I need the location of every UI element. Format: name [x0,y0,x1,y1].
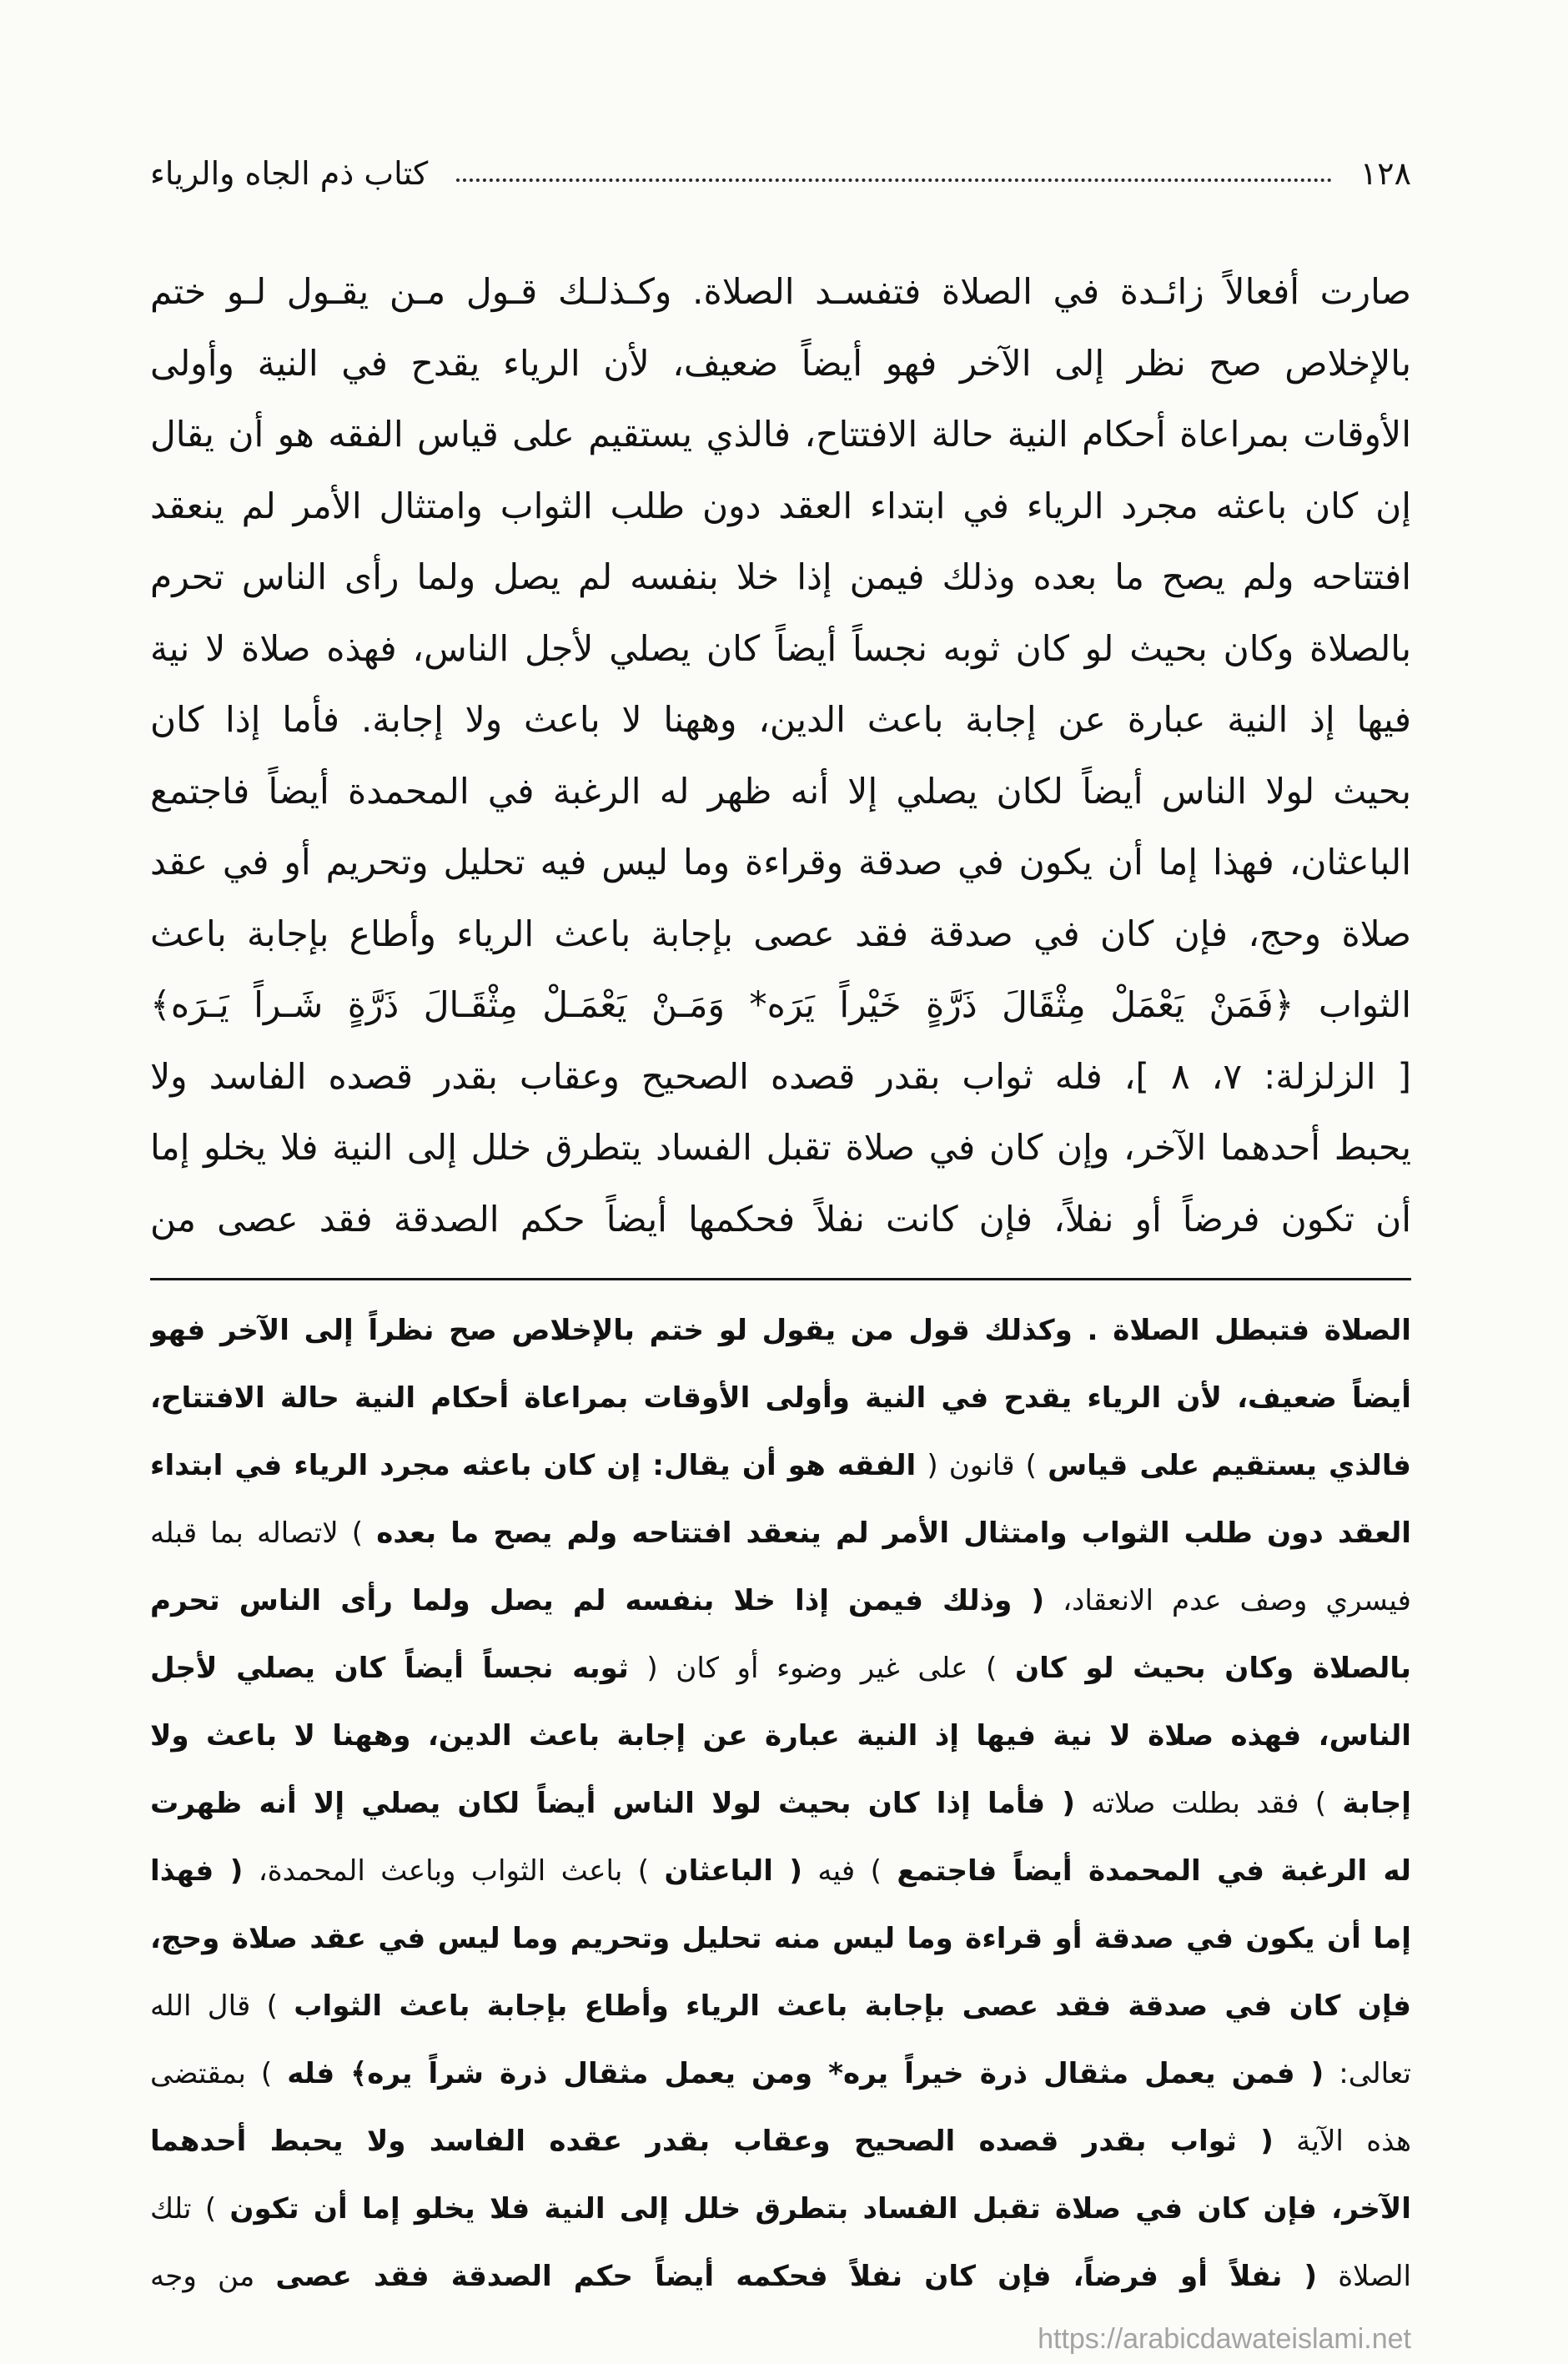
matn-segment: الناس، فهذه صلاة لا نية فيها إذ النية عبارة عن إجابة باعث الدين، وههنا لا باعث ولا [150,1719,1411,1753]
matn-segment: ( نفلاً أو فرضاً، فإن كان نفلاً فحكمه أيضاً حكم الصدقة فقد عصى [275,2260,1318,2293]
text-line: فيها إذ النية عبارة عن إجابة باعث الدين، وههنا لا باعث ولا إجابة. فأما إذا كان [150,700,1411,741]
sharh-segment: الصلاة [1338,2260,1411,2293]
commentary-line [150,1905,1411,1973]
matn-segment: الآخر، فإن كان في صلاة تقبل الفساد بتطرق خلل إلى النية فلا يخلو إما أن تكون [229,2192,1411,2226]
sharh-segment: ) باعث الثواب وباعث المحمدة، [258,1854,650,1888]
leader-dots [456,179,1332,182]
commentary-line [150,1297,1411,1365]
sharh-segment: ) لاتصاله بما قبله [150,1516,364,1550]
page-number: ١٢٨ [1359,155,1411,192]
matn-segment: ( الباعثان [664,1854,802,1888]
running-title: كتاب ذم الجاه والرياء [150,155,429,192]
matn-segment: الصلاة فتبطل الصلاة . وكذلك قول من يقول لو ختم بالإخلاص صح نظراً إلى الآخر فهو [150,1314,1411,1347]
matn-segment: ( فهذا [150,1854,244,1888]
matn-segment: العقد دون طلب الثواب وامتثال الأمر لم ينعقد افتتاحه ولم يصح ما بعده [376,1516,1411,1550]
sharh-segment: فيسري وصف عدم الانعقاد، [1063,1584,1411,1617]
matn-segment: فإن كان في صدقة فقد عصى بإجابة باعث الرياء وأطاع بإجابة باعث الثواب [294,1989,1411,2023]
sharh-segment: هذه الآية [1296,2125,1411,2158]
matn-segment: أيضاً ضعيف، لأن الرياء يقدح في النية وأولى الأوقات بمراعاة أحكام النية حالة الافتتاح، [150,1381,1411,1415]
text-line: الباعثان، فهذا إما أن يكون في صدقة وقراءة وما ليس فيه تحليل وتحريم أو في عقد [150,842,1411,883]
matn-segment: ( وذلك فيمن إذا خلا بنفسه لم يصل ولما رأى الناس تحرم [150,1584,1045,1617]
sharh-segment: ) قانون ( [927,1449,1037,1482]
text-line: صلاة وحج، فإن كان في صدقة فقد عصى بإجابة باعث الرياء وأطاع بإجابة باعث [150,913,1411,955]
commentary-line [150,2175,1411,2243]
matn-segment: بالصلاة وكان بحيث لو كان [1014,1652,1411,1685]
text-line: إن كان باعثه مجرد الرياء في ابتداء العقد دون طلب الثواب وامتثال الأمر لم ينعقد [150,485,1411,527]
main-text [150,257,1411,1255]
sharh-segment: ) قال الله [150,1989,278,2023]
commentary-line [150,2108,1411,2175]
matn-segment: إما أن يكون في صدقة أو قراءة وما ليس منه تحليل وتحريم وما ليس في عقد صلاة وحج، [150,1922,1411,1955]
text-line: بالإخلاص صح نظر إلى الآخر فهو أيضاً ضعيف، لأن الرياء يقدح في النية وأولى [150,343,1411,385]
matn-segment: الفقه هو أن يقال: إن كان باعثه مجرد الرياء في ابتداء [150,1449,917,1482]
text-line: [ الزلزلة: ٧، ٨ ]، فله ثواب بقدر قصده الصحيح وعقاب بقدر قصده الفاسد ولا [150,1056,1411,1098]
commentary-line [150,1973,1411,2040]
matn-segment: ( ثواب بقدر قصده الصحيح وعقاب بقدر عقده الفاسد ولا يحبط أحدهما [150,2125,1274,2158]
commentary [150,1297,1411,2311]
text-line: الأوقات بمراعاة أحكام النية حالة الافتتاح، فالذي يستقيم على قياس الفقه هو أن يقال [150,415,1411,455]
commentary-line [150,1770,1411,1838]
commentary-line [150,1432,1411,1500]
page-header [150,147,1411,200]
commentary-line [150,1365,1411,1432]
sharh-segment: ) بمقتضى [150,2057,273,2090]
matn-segment: ( فمن يعمل مثقال ذرة خيراً يره* ومن يعمل مثقال ذرة شراً يره﴾ فله [287,2057,1324,2090]
sharh-segment: ) فيه [817,1854,882,1888]
text-line: افتتاحه ولم يصح ما بعده وذلك فيمن إذا خلا بنفسه لم يصل ولما رأى الناس تحرم [150,557,1411,598]
commentary-line [150,1703,1411,1770]
commentary-line [150,1500,1411,1567]
sharh-segment: من وجه [150,2260,255,2293]
text-line: أن تكون فرضاً أو نفلاً، فإن كانت نفلاً فحكمها أيضاً حكم الصدقة فقد عصى من [150,1199,1411,1240]
text-line: صارت أفعالاً زائـدة في الصلاة فتفسـد الصلاة. وكـذلـك قـول مـن يقـول لـو ختم [150,272,1411,313]
commentary-line [150,1635,1411,1703]
watermark-url: https://arabicdawateislami.net [1038,2323,1411,2355]
sharh-segment: ) على غير وضوء أو كان ( [646,1652,998,1685]
matn-segment: فالذي يستقيم على قياس [1048,1449,1411,1482]
footnote-divider [150,1278,1411,1280]
matn-segment: إجابة [1342,1787,1411,1820]
matn-segment: ثوبه نجساً أيضاً كان يصلي لأجل [150,1652,629,1685]
commentary-line [150,2243,1411,2311]
sharh-segment: ) تلك [150,2192,217,2226]
text-line: بحيث لولا الناس أيضاً لكان يصلي إلا أنه ظهر له الرغبة في المحمدة أيضاً فاجتمع [150,771,1411,812]
commentary-line [150,1567,1411,1635]
quran-verse-line: الثواب ﴿فَمَنْ يَعْمَلْ مِثْقَالَ ذَرَّةٍ خَيْراً يَرَه* وَمَـنْ يَعْمَـلْ مِثْقَـالَ ذَرَّةٍ شَـراً يَـرَه﴾ [150,985,1411,1026]
sharh-segment: تعالى: [1339,2057,1411,2090]
commentary-line [150,2040,1411,2108]
text-line: بالصلاة وكان بحيث لو كان ثوبه نجساً أيضاً كان يصلي لأجل الناس، فهذه صلاة لا نية [150,628,1411,670]
text-line: يحبط أحدهما الآخر، وإن كان في صلاة تقبل الفساد يتطرق خلل إلى النية فلا يخلو إما [150,1128,1411,1169]
commentary-line [150,1838,1411,1905]
sharh-segment: ) فقد بطلت صلاته [1091,1787,1327,1820]
matn-segment: له الرغبة في المحمدة أيضاً فاجتمع [897,1854,1411,1888]
matn-segment: ( فأما إذا كان بحيث لولا الناس أيضاً لكان يصلي إلا أنه ظهرت [150,1787,1075,1820]
